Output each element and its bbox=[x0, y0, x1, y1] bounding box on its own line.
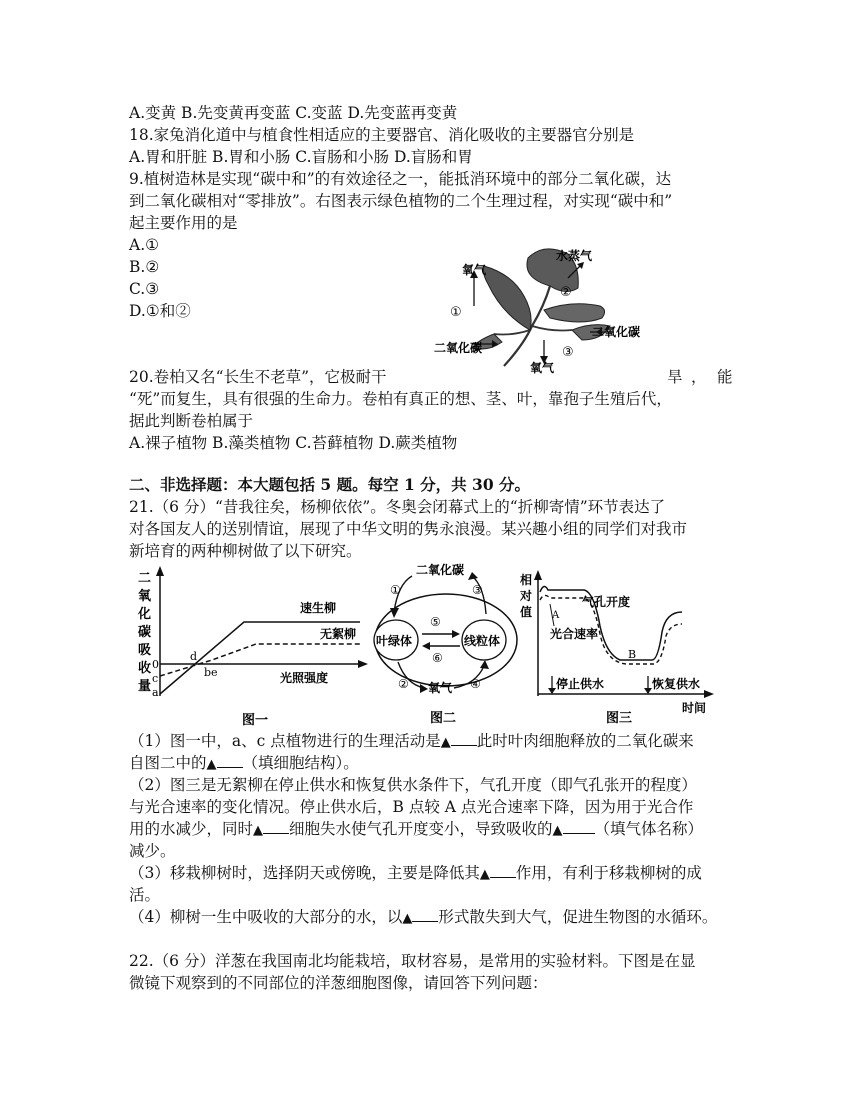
fig3-stomata: 气孔开度 bbox=[582, 595, 631, 609]
q19-option-d: D.①和② bbox=[129, 302, 191, 320]
fig3-caption: 图三 bbox=[606, 711, 633, 726]
fig3-xlabel: 时间 bbox=[682, 701, 707, 715]
q20-options: A.裸子植物 B.藻类植物 C.苔藓植物 D.蕨类植物 bbox=[129, 434, 458, 452]
q19-option-a: A.① bbox=[129, 236, 160, 254]
fig2-n3: ③ bbox=[472, 583, 483, 597]
q21-p3-line2: 活。 bbox=[129, 886, 161, 904]
q21-p4-a: （4）柳树一生中吸收的大部分的水，以 bbox=[129, 908, 403, 926]
q20-line1-d: 能 bbox=[717, 368, 733, 386]
fig2-o2: 氧气 bbox=[428, 681, 453, 695]
fig2-n5: ⑤ bbox=[430, 615, 441, 629]
q19-stem-line1: 9.植树造林是实现“碳中和”的有效途径之一，能抵消环境中的部分二氧化碳，达 bbox=[129, 170, 672, 188]
fig2-co2: 二氧化碳 bbox=[416, 563, 465, 577]
q22-line2: 微镜下观察到的不同部位的洋葱细胞图像，请回答下列问题： bbox=[129, 974, 548, 992]
q21-p4-b: 形式散失到大气，促进生物图的水循环。 bbox=[438, 908, 718, 926]
fig1-series1-label: 速生柳 bbox=[300, 601, 337, 615]
answer-blank-marker: ▲ bbox=[552, 823, 563, 838]
q19-stem-line2: 到二氧化碳相对“零排放”。右图表示绿色植物的二个生理过程，对实现“碳中和” bbox=[129, 192, 673, 210]
fig1-ylabel-3: 碳 bbox=[138, 625, 152, 640]
section2-heading: 二、非选择题：本大题包括 5 题。每空 1 分，共 30 分。 bbox=[129, 475, 531, 494]
answer-blank-marker: ▲ bbox=[253, 823, 264, 838]
q20-line1-a: 20.卷柏又名“长生不老草”，它极耐干 bbox=[129, 368, 387, 386]
q19-option-b: B.② bbox=[129, 258, 160, 276]
q21-p1-d: （填细胞结构）。 bbox=[242, 754, 359, 772]
fig1-ylabel-0: 二 bbox=[138, 571, 152, 586]
answer-blank bbox=[490, 863, 516, 878]
answer-blank bbox=[451, 731, 477, 746]
fig1-pt-a: a bbox=[152, 686, 159, 699]
fig1-xlabel: 光照强度 bbox=[280, 671, 329, 685]
answer-blank-marker: ▲ bbox=[402, 911, 413, 926]
leaf-figure bbox=[432, 244, 662, 374]
q21-p2-c: 用的水减少，同时 bbox=[129, 820, 254, 838]
q20-line3: 据此判断卷柏属于 bbox=[129, 412, 254, 430]
fig3-stop-water: 停止供水 bbox=[556, 677, 605, 691]
q21-p1-line1 bbox=[129, 730, 694, 754]
fig2-n1: ① bbox=[390, 583, 401, 597]
fig3-ylabel-2: 值 bbox=[520, 605, 533, 619]
q19-stem-line3: 起主要作用的是 bbox=[129, 214, 238, 232]
figure-3 bbox=[516, 568, 722, 734]
fig1-caption: 图一 bbox=[242, 713, 269, 728]
q21-p2-line1: （2）图三是无絮柳在停止供水和恢复供水条件下，气孔开度（即气孔张开的程度） bbox=[129, 776, 697, 794]
answer-blank bbox=[217, 753, 243, 768]
label-water-vapor: 水蒸气 bbox=[556, 249, 593, 263]
q21-p2-line4: 减少。 bbox=[129, 842, 176, 860]
figure-2 bbox=[368, 562, 518, 732]
q18-options: A.胃和肝脏 B.胃和小肠 C.盲肠和小肠 D.盲肠和胃 bbox=[129, 148, 473, 166]
answer-blank bbox=[412, 907, 438, 922]
fig1-pt-0: 0 bbox=[152, 658, 159, 671]
q20-line1-c: ， bbox=[691, 368, 707, 386]
fig2-n2: ② bbox=[398, 677, 409, 691]
q20-line2: “死”而复生，具有很强的生命力。卷柏有真正的想、茎、叶，靠孢子生殖后代， bbox=[129, 390, 672, 408]
num-3: ③ bbox=[562, 345, 574, 360]
answer-blank bbox=[263, 819, 289, 834]
answer-blank-marker: ▲ bbox=[440, 735, 451, 750]
label-co2-right: 二氧化碳 bbox=[592, 325, 641, 339]
q20-line1-b: 旱 bbox=[667, 368, 683, 386]
num-2: ② bbox=[560, 285, 572, 300]
q21-p1-b: 此时叶肉细胞释放的二氧化碳来 bbox=[476, 732, 694, 750]
answer-blank-marker: ▲ bbox=[206, 757, 217, 772]
q21-p3-b: 作用，有利于移栽柳树的成 bbox=[515, 864, 702, 882]
fig1-pt-be: be bbox=[204, 666, 218, 679]
fig2-caption: 图二 bbox=[430, 711, 457, 726]
q18-stem: 18.家兔消化道中与植食性相适应的主要器官、消化吸收的主要器官分别是 bbox=[129, 126, 635, 144]
q21-p2-line2: 与光合速率的变化情况。停止供水后，B 点较 A 点光合速率下降，因为用于光合作 bbox=[129, 798, 694, 816]
q20-line1 bbox=[129, 366, 733, 388]
label-o2-bottom: 氧气 bbox=[530, 361, 555, 374]
fig1-ylabel-1: 氧 bbox=[138, 589, 152, 604]
q21-p3-line1 bbox=[129, 862, 702, 886]
fig3-ylabel-0: 相 bbox=[520, 573, 533, 587]
q19-option-c: C.③ bbox=[129, 280, 160, 298]
q21-line1: 21.（6 分）“昔我往矣，杨柳依依”。冬奥会闭幕式上的“折柳寄情”环节表达了 bbox=[129, 498, 666, 516]
num-1: ① bbox=[450, 305, 462, 320]
answer-blank bbox=[563, 819, 595, 834]
fig3-pt-B: B bbox=[628, 648, 637, 661]
fig1-ylabel-5: 收 bbox=[138, 661, 152, 676]
q21-p3-a: （3）移栽柳树时，选择阴天或傍晚，主要是降低其 bbox=[129, 864, 480, 882]
label-co2-left: 二氧化碳 bbox=[434, 341, 483, 355]
fig1-pt-d: d bbox=[190, 650, 198, 663]
fig2-n6: ⑥ bbox=[432, 651, 443, 665]
fig2-chloroplast: 叶绿体 bbox=[376, 634, 413, 648]
q21-p2-d: 细胞失水使气孔开度变小，导致吸收的 bbox=[289, 820, 553, 838]
answer-blank-marker: ▲ bbox=[479, 867, 490, 882]
q17-options: A.变黄 B.先变黄再变蓝 C.变蓝 D.先变蓝再变黄 bbox=[129, 104, 458, 122]
fig3-ylabel-1: 对 bbox=[520, 589, 533, 603]
label-o2-top: 氧气 bbox=[462, 263, 487, 277]
fig1-ylabel-6: 量 bbox=[138, 679, 152, 694]
fig1-series2-label: 无絮柳 bbox=[320, 627, 357, 641]
fig1-ylabel-4: 吸 bbox=[138, 643, 152, 658]
q21-p2-e: （填气体名称） bbox=[594, 820, 704, 838]
fig1-ylabel-2: 化 bbox=[138, 607, 152, 622]
q21-p2-line3 bbox=[129, 818, 703, 842]
fig3-pt-A: A bbox=[552, 610, 560, 621]
fig3-resume-water: 恢复供水 bbox=[652, 677, 701, 691]
q22-line1: 22.（6 分）洋葱在我国南北均能栽培，取材容易，是常用的实验材料。下图是在显 bbox=[129, 952, 696, 970]
q21-p1-c: 自图二中的 bbox=[129, 754, 207, 772]
fig2-mitochondria: 线粒体 bbox=[464, 634, 501, 648]
fig3-photo-rate: 光合速率 bbox=[550, 627, 599, 641]
fig2-n4: ④ bbox=[470, 677, 481, 691]
q21-p1-line2 bbox=[129, 752, 359, 776]
fig1-pt-c: c bbox=[152, 672, 159, 685]
q21-line3: 新培育的两种柳树做了以下研究。 bbox=[129, 542, 362, 560]
q21-p1-a: （1）图一中，a、c 点植物进行的生理活动是 bbox=[129, 732, 441, 750]
q21-line2: 对各国友人的送别情谊，展现了中华文明的隽永浪漫。某兴趣小组的同学们对我市 bbox=[129, 520, 688, 538]
figure-1 bbox=[132, 564, 372, 732]
q21-p4-line1 bbox=[129, 906, 717, 930]
